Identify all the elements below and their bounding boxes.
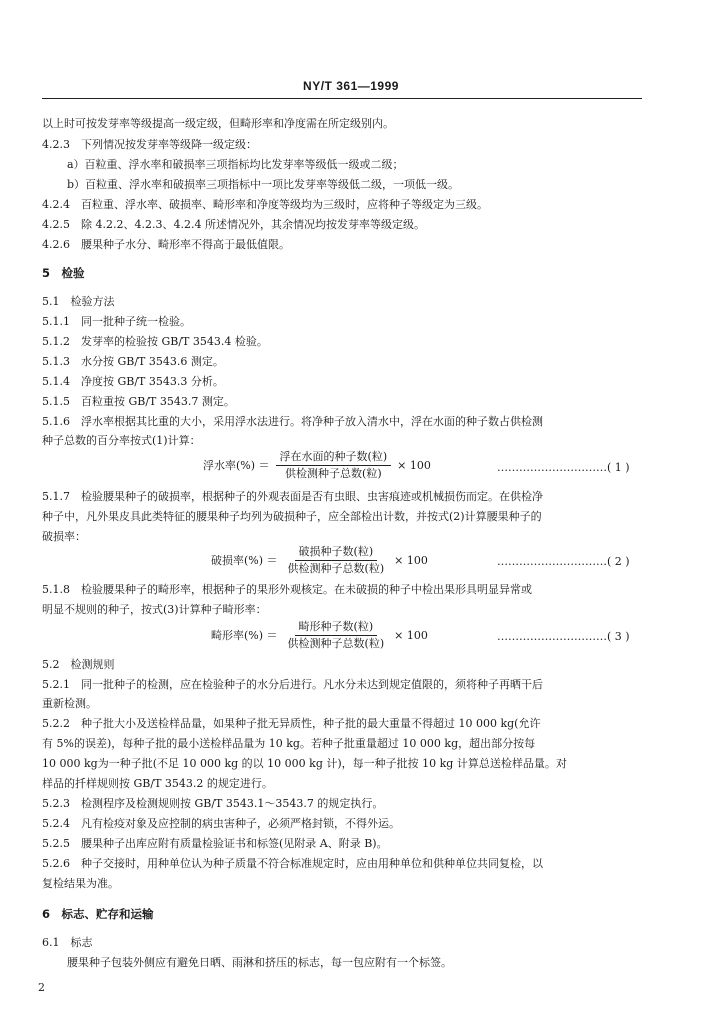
fraction-denominator: 供检测种子总数(粒) [287,637,385,650]
text-line: 10 000 kg为一种子批(不足 10 000 kg 的以 10 000 kg 计)，每一种子批按 10 kg 计算总送检样品量。对 [42,757,567,770]
formula-number: …………………………( 3 ) [497,630,630,643]
fraction [284,545,389,576]
clause-5-2-5: 5.2.5 腰果种子出库应附有质量检验证书和标签(见附录 A、附录 B)。 [42,837,388,850]
clause-5-2-4: 5.2.4 凡有检疫对象及应控制的病虫害种子，必须严格封锁，不得外运。 [42,817,400,830]
clause-5-1-2: 5.1.2 发芽率的检验按 GB/T 3543.4 检验。 [42,335,268,348]
formula-lhs: 畸形率(%) ＝ [211,628,278,642]
clause-5-1-4: 5.1.4 净度按 GB/T 3543.3 分析。 [42,375,224,388]
text-line: 以上时可按发芽率等级提高一级定级，但畸形率和净度需在所定级别内。 [42,117,394,130]
clause-5-1-3: 5.1.3 水分按 GB/T 3543.6 测定。 [42,355,224,368]
list-item-b: b）百粒重、浮水率和破损率三项指标中一项比发芽率等级低二级，一项低一级。 [67,178,460,191]
clause-5-1-1: 5.1.1 同一批种子统一检验。 [42,315,191,328]
formula-multiplier: × 100 [394,628,428,642]
fraction-numerator: 破损种子数(粒) [295,545,378,561]
clause-5-2-1: 5.2.1 同一批种子的检测，应在检验种子的水分后进行。凡水分未达到规定值限的，须将种子再晒干后 [42,678,543,691]
section-heading-6: 6 标志、贮存和运输 [42,907,154,921]
text-line: 复检结果为准。 [42,877,119,890]
clause-5-2-2: 5.2.2 种子批大小及送检样品量，如果种子批无异质性，种子批的最大重量不得超过 10 000 kg(允许 [42,717,541,730]
fraction-numerator: 畸形种子数(粒) [295,620,378,636]
text-line: 重新检测。 [42,697,97,710]
formula-lhs: 浮水率(%) ＝ [203,458,270,472]
clause-5-1-8: 5.1.8 检验腰果种子的畸形率，根据种子的果形外观核定。在未破损的种子中检出果形具明显异常或 [42,583,532,596]
formula-1 [203,450,431,481]
list-item-a: a）百粒重、浮水率和破损率三项指标均比发芽率等级低一级或二级； [67,158,404,171]
clause-4-2-5: 4.2.5 除 4.2.2、4.2.3、4.2.4 所述情况外，其余情况均按发芽率等级定级。 [42,218,425,231]
formula-number: …………………………( 1 ) [497,461,630,474]
clause-5-1-7: 5.1.7 检验腰果种子的破损率，根据种子的外观表面是否有虫眼、虫害痕迹或机械损伤而定。在供检净 [42,490,543,503]
text-line: 破损率： [42,530,86,543]
text-line: 样品的扦样规则按 GB/T 3543.2 的规定进行。 [42,777,273,790]
section-heading-5: 5 检验 [42,266,85,280]
text-line: 有 5%的误差)，每种子批的最小送检样品量为 10 kg。若种子批重量超过 10 000 kg，超出部分按每 [42,737,536,750]
text-line: 种子中，凡外果皮具此类特征的腰果种子均列为破损种子，应全部检出计数，并按式(2)计算腰果种子的 [42,510,542,523]
formula-multiplier: × 100 [397,458,431,472]
clause-5-2: 5.2 检测规则 [42,658,115,671]
formula-number: …………………………( 2 ) [497,555,630,568]
clause-5-1-6: 5.1.6 浮水率根据其比重的大小，采用浮水法进行。将净种子放入清水中，浮在水面的种子数占供检测 [42,415,543,428]
clause-4-2-3: 4.2.3 下列情况按发芽率等级降一级定级： [42,138,257,151]
fraction-denominator: 供检测种子总数(粒) [287,562,385,575]
standard-number-header: NY/T 361—1999 [303,79,399,93]
clause-4-2-6: 4.2.6 腰果种子水分、畸形率不得高于最低值限。 [42,238,290,251]
header-rule [42,98,642,99]
clause-4-2-4: 4.2.4 百粒重、浮水率、破损率、畸形率和净度等级均为三级时，应将种子等级定为三级。 [42,198,488,211]
fraction-numerator: 浮在水面的种子数(粒) [276,450,392,466]
clause-5-2-6: 5.2.6 种子交接时，用种单位认为种子质量不符合标准规定时，应由用种单位和供种单位共同复检，以 [42,857,543,870]
formula-multiplier: × 100 [394,553,428,567]
formula-2 [211,545,428,576]
page-number: 2 [38,981,45,994]
text-line: 明显不规则的种子，按式(3)计算种子畸形率： [42,603,267,616]
clause-5-1-5: 5.1.5 百粒重按 GB/T 3543.7 测定。 [42,395,235,408]
fraction [284,620,389,651]
text-line: 腰果种子包装外侧应有避免日晒、雨淋和挤压的标志，每一包应附有一个标签。 [67,956,452,969]
clause-5-1: 5.1 检验方法 [42,295,115,308]
text-line: 种子总数的百分率按式(1)计算： [42,434,201,447]
formula-lhs: 破损率(%) ＝ [211,553,278,567]
fraction-denominator: 供检测种子总数(粒) [285,467,382,480]
formula-3 [211,620,428,651]
clause-6-1: 6.1 标志 [42,936,93,949]
fraction [276,450,392,481]
clause-5-2-3: 5.2.3 检测程序及检测规则按 GB/T 3543.1～3543.7 的规定执行。 [42,797,384,810]
